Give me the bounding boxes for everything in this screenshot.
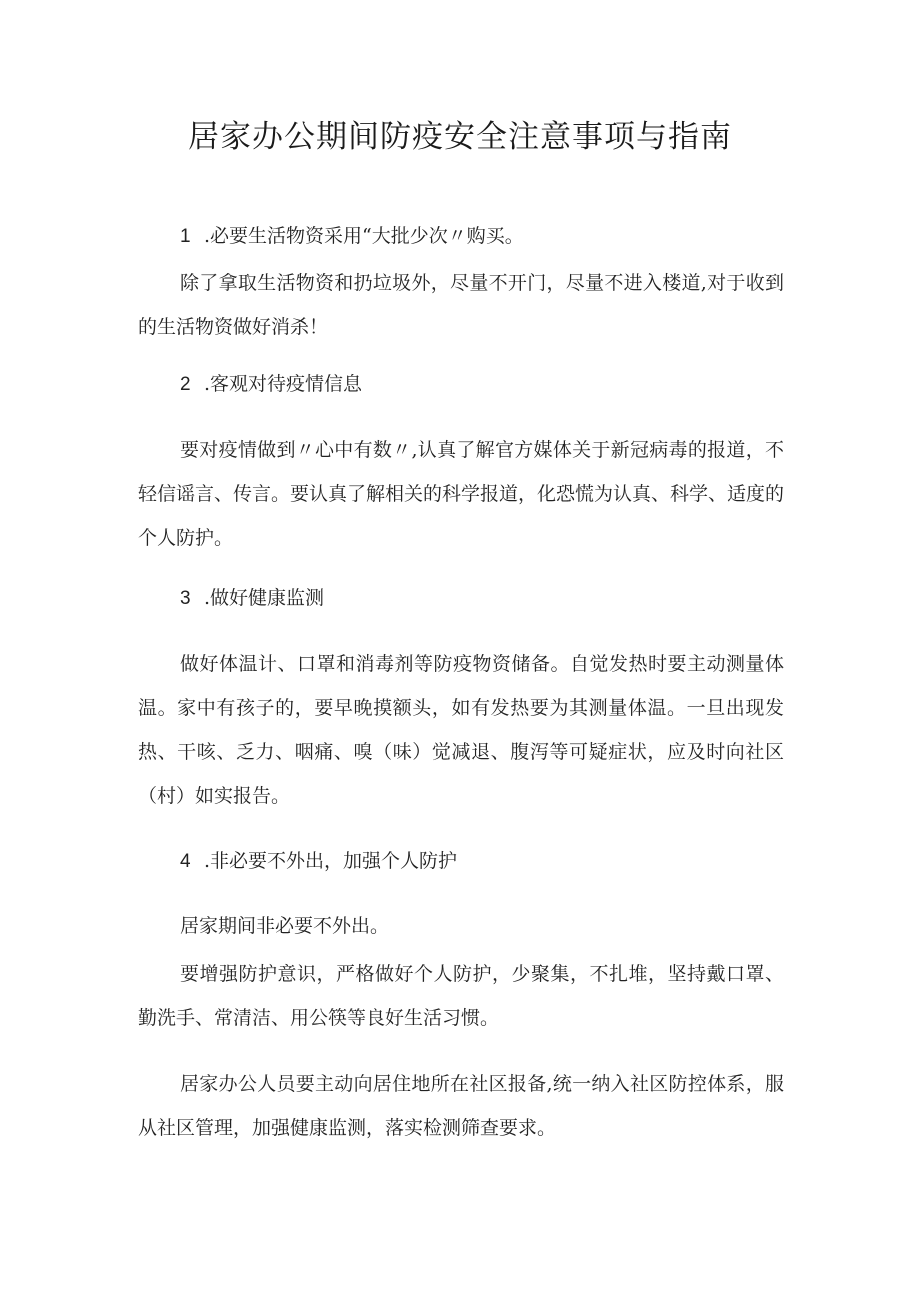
section-1-paragraph-1: 除了拿取生活物资和扔垃圾外，尽量不开门，尽量不进入楼道,对于收到的生活物资做好消杀！ (138, 272, 784, 338)
section-2-paragraph-1: 要对疫情做到〃心中有数〃,认真了解官方媒体关于新冠病毒的报道，不轻信谣言、传言。要认真了解相关的科学报道，化恐慌为认真、科学、适度的个人防护。 (138, 439, 785, 549)
section-1-heading-text: .必要生活物资采用“大批少次〃购买。 (204, 225, 524, 247)
section-2-heading-text: .客观对待疫情信息 (204, 373, 363, 395)
section-3-heading (180, 576, 780, 621)
section-3-paragraph-1: 做好体温计、口罩和消毒剂等防疫物资储备。自觉发热时要主动测量体温。家中有孩子的，要早晚摸额头，如有发热要为其测量体温。一旦出现发热、干咳、乏力、咽痛、嗅（味）觉减退、腹泻等可疑症状，应及时向社区（村）如实报告。 (138, 653, 784, 807)
section-2-heading (180, 362, 780, 407)
section-4-number: 4 (180, 851, 191, 872)
section-4-paragraph-1: 居家期间非必要不外出。 (180, 915, 390, 937)
section-2-number: 2 (180, 374, 191, 395)
section-1-heading (180, 214, 780, 259)
section-4-heading (180, 839, 780, 884)
document-title: 居家办公期间防疫安全注意事项与指南 (188, 119, 732, 155)
section-4-paragraph-2: 要增强防护意识，严格做好个人防护，少聚集，不扎堆，坚持戴口罩、勤洗手、常清洁、用公筷等良好生活习惯。 (138, 963, 784, 1029)
section-4-paragraph-3: 居家办公人员要主动向居住地所在社区报备,统一纳入社区防控体系，服从社区管理，加强健康监测，落实检测筛查要求。 (138, 1073, 784, 1139)
section-1-number: 1 (180, 226, 191, 247)
section-4-heading-text: .非必要不外出，加强个人防护 (204, 850, 458, 872)
section-3-heading-text: .做好健康监测 (204, 587, 325, 609)
section-3-number: 3 (180, 588, 191, 609)
